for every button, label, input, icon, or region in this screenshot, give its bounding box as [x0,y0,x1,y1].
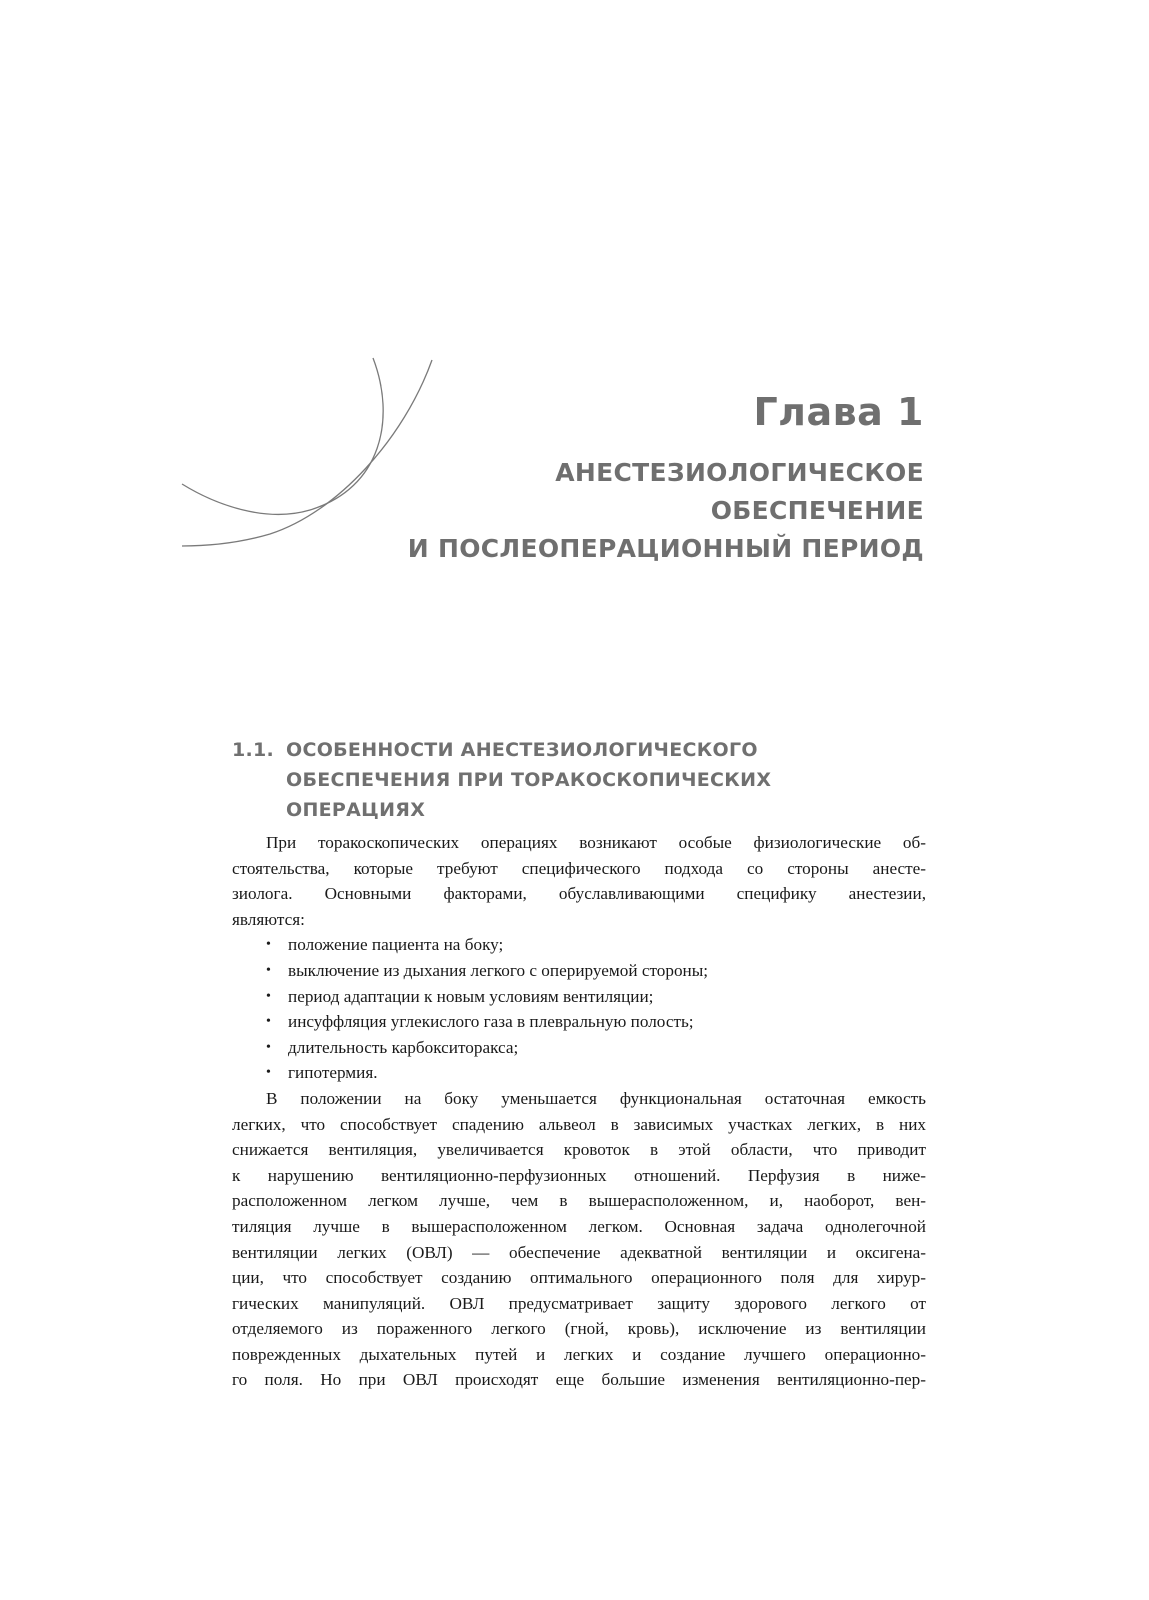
text-line: При торакоскопических операциях возникают особые физиологические об- [266,833,926,852]
list-item [232,1035,926,1061]
list-item-text: выключение из дыхания легкого с оперируемой стороны; [288,960,709,980]
section-heading-line [232,735,771,765]
list-item [232,1060,926,1086]
list-item [232,1009,926,1035]
list-item-text: длительность карбокситоракса; [288,1037,519,1057]
text-line: тиляция лучше в вышерасположенном легком. Основная задача однолегочной [232,1216,926,1236]
section-title-line: ОСОБЕННОСТИ АНЕСТЕЗИОЛОГИЧЕСКОГО [286,739,758,761]
bullet-icon: • [266,1039,271,1055]
section-number: 1.1. [232,739,275,761]
text-line: стоятельства, которые требуют специфического подхода со стороны анесте- [232,858,926,878]
bullet-icon: • [266,988,271,1004]
list-item-text: инсуффляция углекислого газа в плевральную полость; [288,1012,694,1032]
body-text [232,830,926,1393]
bullet-icon: • [266,962,271,978]
chapter-title [408,454,924,568]
main-paragraph [232,1086,926,1393]
list-item-text: гипотермия. [288,1063,378,1083]
text-line: В положении на боку уменьшается функциональная остаточная емкость [266,1088,926,1108]
bullet-icon: • [266,1014,271,1030]
text-line: го поля. Но при ОВЛ происходят еще большие изменения вентиляционно-пер- [232,1370,926,1390]
text-line: отделяемого из пораженного легкого (гной, кровь), исключение из вентиляции [232,1319,926,1339]
text-line: гических манипуляций. ОВЛ предусматривает защиту здорового легкого от [232,1293,926,1313]
text-line: расположенном легком лучше, чем в вышерасположенном, и, наоборот, вен- [232,1191,926,1211]
text-line: легких, что способствует спадению альвеол в зависимых участках легких, в них [232,1114,926,1134]
decorative-arc-right [182,360,432,546]
text-line: снижается вентиляция, увеличивается кровоток в этой области, что приводит [232,1140,926,1160]
list-item [232,984,926,1010]
section-title-line: ОПЕРАЦИЯХ [286,799,426,821]
list-item [232,958,926,984]
list-item-text: положение пациента на боку; [288,935,504,955]
section-title-line: ОБЕСПЕЧЕНИЯ ПРИ ТОРАКОСКОПИЧЕСКИХ [286,769,772,791]
intro-paragraph [232,830,926,932]
text-line: поврежденных дыхательных путей и легких и создание лучшего операционно- [232,1344,926,1364]
text-line: к нарушению вентиляционно-перфузионных отношений. Перфузия в ниже- [232,1165,926,1185]
chapter-label: Глава 1 [753,390,924,434]
list-item-text: период адаптации к новым условиям вентиляции; [288,986,654,1006]
list-item [232,932,926,958]
chapter-title-line: ОБЕСПЕЧЕНИЕ [710,496,924,525]
bullet-icon: • [266,937,271,953]
text-line: ции, что способствует созданию оптимального операционного поля для хирур- [232,1268,926,1288]
text-line: вентиляции легких (ОВЛ) — обеспечение адекватной вентиляции и оксигена- [232,1242,926,1262]
text-line: зиолога. Основными факторами, обуславливающими специфику анестезии, [232,884,926,904]
chapter-title-line: АНЕСТЕЗИОЛОГИЧЕСКОЕ [555,458,924,487]
decorative-arc-left [182,358,383,514]
text-line: являются: [232,909,305,929]
factor-list [232,932,926,1086]
bullet-icon: • [266,1065,271,1081]
section-heading [232,735,771,825]
chapter-header [408,388,924,568]
chapter-title-line: И ПОСЛЕОПЕРАЦИОННЫЙ ПЕРИОД [407,534,924,563]
